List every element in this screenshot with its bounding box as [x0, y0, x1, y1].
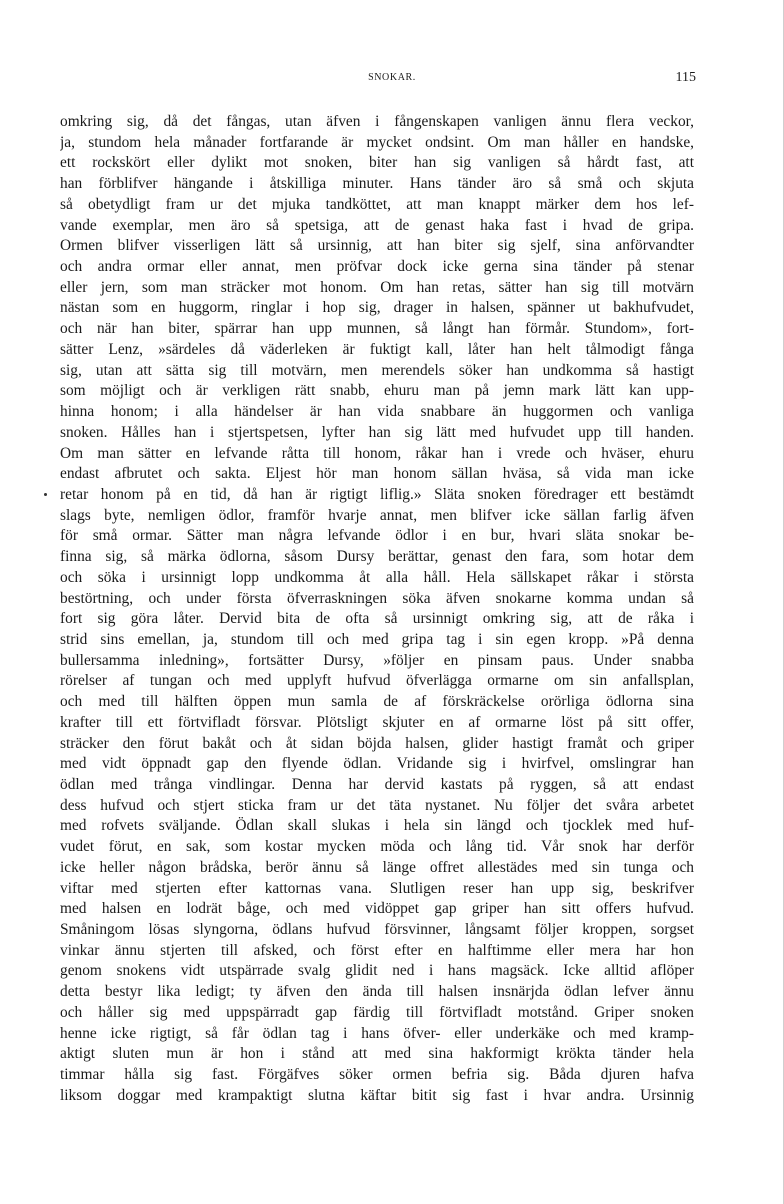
text-line: sträcker den förut bakåt och åt sidan böjda halsen, glider hastigt framåt och griper [60, 734, 694, 752]
text-line: endast afbrutet och sakta. Eljest hör man honom sällan hväsa, så vida man icke [60, 465, 694, 483]
text-line: fort sig göra låter. Dervid bita de ofta så ursinnigt omkring sig, att de råka i [60, 610, 694, 628]
text-line: och håller sig med uppspärradt gap färdig till förtvifladt motstånd. Griper snoken [60, 1003, 694, 1021]
text-line: sätter Lenz, »särdeles då väderleken är fuktigt kall, låter han helt tålmodigt fånga [60, 340, 694, 358]
body-text [60, 112, 694, 1107]
text-line: genom snokens vidt utspärrade svalg glidit ned i hans magsäck. Icke alltid aflöper [60, 962, 694, 980]
text-line: rörelser af tungan och med upplyft hufvud öfverlägga ormarne om sin anfallsplan, [60, 672, 694, 690]
text-line: vinkar ännu stjerten till afsked, och först efter en halftimme eller mera har hon [60, 941, 694, 959]
text-line: strid sins emellan, ja, stundom till och med gripa tag i sin egen kropp. »På denna [60, 630, 694, 648]
text-line: aktigt sluten mun är hon i stånd att med sina hakformigt krökta tänder hela [60, 1045, 694, 1063]
text-line: Småningom lösas slyngorna, ödlans hufvud försvinner, långsamt följer kroppen, sorgset [60, 921, 694, 939]
text-line: dess hufvud och stjert sticka fram ur det täta nystanet. Nu följer det svåra arbetet [60, 796, 694, 814]
text-line: Om man sätter en lefvande råtta till honom, råkar han i vrede och hväser, ehuru [60, 444, 694, 462]
text-line: hinna honom; i alla händelser är han vida snabbare än huggormen och vanliga [60, 403, 694, 421]
text-line: vudet förut, en sak, som kostar mycken möda och lång tid. Vår snok har derför [60, 838, 694, 856]
running-head [60, 72, 724, 92]
text-line: slags byte, nemligen ödlor, framför hvarje annat, men blifver icke sällan farlig äfven [60, 506, 694, 524]
text-line: eller jern, som man sträcker mot honom. Om han retas, sätter han sig till motvärn [60, 278, 694, 296]
text-line: med rofvets sväljande. Ödlan skall slukas i hela sin längd och tjocklek med huf- [60, 817, 694, 835]
text-line: så obetydligt fram ur det mjuka tandköttet, att man knappt märker dem hos lef- [60, 195, 694, 213]
text-line: och när han biter, spärrar han upp munnen, så långt han förmår. Stundom», fort- [60, 320, 694, 338]
text-line: detta bestyr lika ledigt; ty äfven den ända till halsen insnärjda ödlan lefver ännu [60, 983, 694, 1001]
text-line: finna sig, så märka ödlorna, såsom Dursy berättar, genast den fara, som hotar dem [60, 548, 694, 566]
text-line: henne icke rigtigt, så får ödlan tag i hans öfver- eller underkäke och med kramp- [60, 1024, 694, 1042]
text-line: som möjligt och är verkligen rätt snabb, ehuru man på jemn mark lätt kan upp- [60, 382, 694, 400]
text-line: liksom doggar med krampaktigt slutna käftar bitit sig fast i hvar andra. Ursinnig [60, 1086, 694, 1104]
text-line: viftar med stjerten efter kattornas vana. Slutligen reser han upp sig, beskrifver [60, 879, 694, 897]
text-line: omkring sig, då det fångas, utan äfven i fångenskapen vanligen ännu flera veckor, [60, 113, 694, 130]
text-line: ödlan med trånga vindlingar. Denna har dervid kastats på ryggen, så att endast [60, 776, 694, 793]
text-line: ja, stundom hela månader fortfarande är mycket ondsint. Om man håller en handske, [60, 133, 694, 151]
text-line: Ormen blifver visserligen lätt så ursinnig, att han biter sig sjelf, sina anförvandter [60, 237, 694, 255]
text-line: med halsen en lodrät båge, och med vidöppet gap griper han sitt offers hufvud. [60, 900, 694, 918]
text-line: retar honom på en tid, då han är rigtigt liflig.» Släta snoken föredrager ett bestämdt [60, 485, 694, 503]
text-line: och andra ormar eller annat, men pröfvar dock icke gerna sina tänder på stenar [60, 258, 694, 276]
text-line: bullersamma inledning», fortsätter Dursy, »följer en pinsam paus. Under snabba [60, 651, 694, 669]
text-line: bestörtning, och under första öfverraskningen söka äfven snokarne komma undan så [60, 589, 694, 607]
page-number: 115 [675, 70, 696, 85]
text-line: timmar hålla sig fast. Förgäfves söker ormen befria sig. Båda djuren hafva [60, 1066, 694, 1084]
text-line: sig, utan att sätta sig till motvärn, men merendels söker han undkomma så hastigt [60, 361, 694, 379]
text-line: snoken. Hålles han i stjertspetsen, lyfter han sig lätt med hufvudet upp till handen. [60, 423, 694, 441]
text-line: ett rockskört eller dylikt mot snoken, biter han sig vanligen så hårdt fast, att [60, 154, 694, 172]
text-line: krafter till ett förtvifladt försvar. Plötsligt skjuter en af ormarne löst på sitt offer, [60, 713, 694, 731]
text-line: med vidt öppnadt gap den flyende ödlan. Vridande sig i hvirfvel, omslingrar han [60, 755, 694, 773]
text-line: vande exemplar, men äro så spetsiga, att de genast haka fast i hvad de gripa. [60, 216, 694, 234]
ink-speck [44, 493, 47, 496]
text-line: och söka i ursinnigt lopp undkomma åt alla håll. Hela sällskapet råkar i största [60, 568, 694, 586]
text-line: icke heller någon brådska, berör ännu så länge offret allestädes med sin tunga och [60, 858, 694, 876]
text-line: han förblifver hängande i åtskilliga minuter. Hans tänder äro så små och skjuta [60, 175, 694, 193]
running-head-title: SNOKAR. [368, 72, 416, 83]
text-line: nästan som en huggorm, ringlar i hop sig, drager in halsen, spänner ut bakhufvudet, [60, 299, 694, 317]
text-line: för små ormar. Sätter man några lefvande ödlor i en bur, hvari släta snokar be- [60, 527, 694, 545]
text-line: och med till hälften öppen mun samla de af förskräckelse orörliga ödlorna sina [60, 693, 694, 711]
